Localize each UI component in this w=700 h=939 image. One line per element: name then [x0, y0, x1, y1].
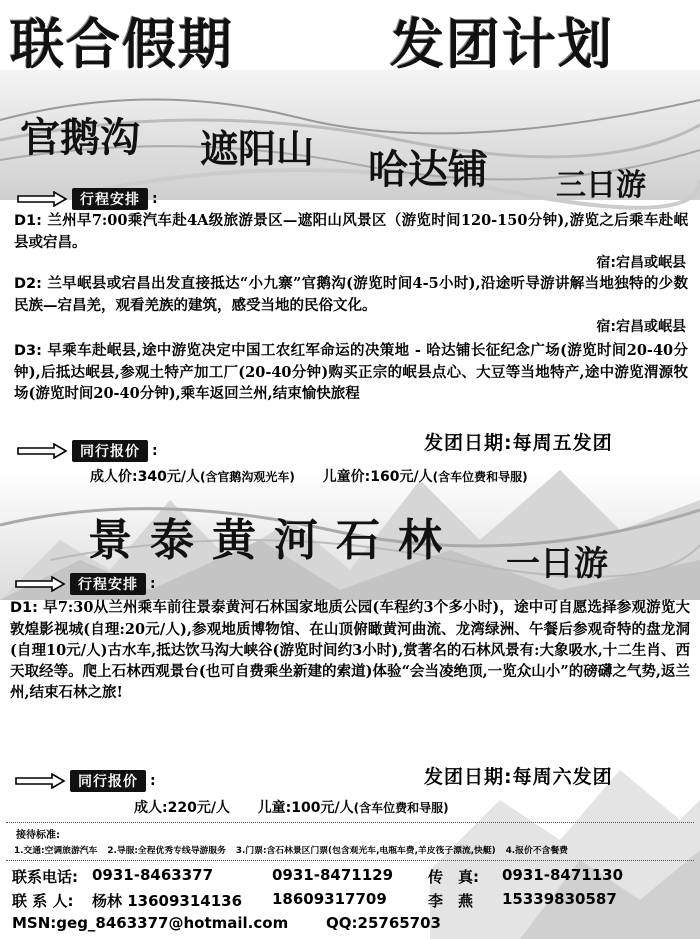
note-item: 1.交通:空调旅游汽车 — [14, 846, 98, 856]
contact-person-phone-2: 18609317709 — [272, 890, 387, 908]
schedule-label-text: 行程安排 — [70, 573, 146, 595]
day-text: 早乘车赴岷县,途中游览决定中国工农红军命运的决策地 - 哈达铺长征纪念广场(游览时间20-40分钟),后抵达岷县,参观土特产加工厂(20-40分钟)购买正宗的岷县点心、大豆等当地特产,途中游览渭源牧场(游览时间20-40分钟),乘车返回兰州,结束愉快旅程 — [14, 342, 688, 402]
route2-day1 — [10, 597, 690, 703]
route2-depart-date: 发团日期:每周六发团 — [424, 766, 613, 788]
contact-phone-label: 联系电话: — [12, 868, 78, 886]
contact-qq: QQ:25765703 — [326, 914, 441, 932]
arrow-icon — [14, 576, 66, 592]
adult-price-note: (含官鹅沟观光车) — [199, 470, 295, 484]
day-label: D3: — [14, 343, 42, 359]
notes-title: 接待标准: — [16, 830, 60, 841]
contact-msn: MSN:geg_8463377@hotmail.com — [12, 914, 289, 932]
day-text: 兰州早7:00乘汽车赴4A级旅游景区—遮阳山风景区（游览时间120-150分钟),游览之后乘车赴岷县或宕昌。 — [14, 212, 688, 251]
contact-fax: 0931-8471130 — [502, 866, 624, 884]
day-label: D1: — [14, 213, 42, 229]
price-label-text: 同行报价 — [72, 440, 148, 462]
route2-title: 景泰黄河石林 — [88, 515, 460, 566]
note-item: 4.报价不含餐费 — [505, 846, 568, 856]
route1-prices — [90, 466, 528, 486]
route2-schedule-label: 行程安排 : — [14, 573, 156, 595]
header-title-left: 联合假期 — [10, 12, 234, 76]
divider — [6, 822, 694, 823]
note-item: 2.导服:全程优秀专线导游服务 — [107, 846, 226, 856]
schedule-label-text: 行程安排 — [72, 188, 148, 210]
child-price: 儿童价:160元/人 — [322, 469, 433, 485]
child-price-note: (含车位费和导服) — [432, 470, 528, 484]
contact-person: 杨林 13609314136 — [92, 892, 243, 910]
route2-title-sub: 一日游 — [506, 544, 608, 584]
route1-day2 — [14, 273, 688, 316]
adult-price: 成人价:340元/人 — [90, 469, 200, 485]
route1-depart-date: 发团日期:每周五发团 — [424, 432, 613, 454]
route1-title-part-4: 三日游 — [556, 168, 646, 203]
route1-day1 — [14, 210, 688, 253]
day-text: 早7:30从兰州乘车前往景泰黄河石林国家地质公园(车程约3个多小时)，途中可自愿选择参观游览大敦煌影视城(自理:20元/人),参观地质博物馆、在山顶俯瞰黄河曲流、龙湾绿洲、午餐后参观奇特的盘龙洞(自理10元/人)古水车,抵达饮马沟大峡谷(游览时间约3小时),赏著名的石林风景有:大象吸水,十二生肖、西天取经等。爬上石林西观景台(也可自费乘坐新建的索道)体验“会当凌绝顶,一览众山小”的磅礴之气势,返兰州,结束石林之旅! — [10, 599, 690, 701]
route1-price-label: 同行报价 : — [16, 440, 158, 462]
route1-day3 — [14, 340, 688, 404]
route2-prices — [134, 797, 449, 817]
day-label: D1: — [10, 600, 38, 616]
route1-day1-stay: 宿:宕昌或岷县 — [596, 255, 686, 271]
route1-day2-stay: 宿:宕昌或岷县 — [596, 319, 686, 335]
contact-person-label: 联 系 人: — [12, 892, 74, 910]
header-title-right: 发团计划 — [390, 12, 614, 76]
contact-phone-1: 0931-8463377 — [92, 866, 214, 884]
child-price: 儿童:100元/人 — [257, 800, 354, 816]
day-label: D2: — [14, 276, 42, 292]
child-price-note: (含车位费和导服) — [353, 801, 449, 815]
route1-title-part-3: 哈达铺 — [368, 146, 488, 193]
contact-person2-phone: 15339830587 — [502, 890, 617, 908]
route1-title-part-1: 官鹅沟 — [20, 114, 140, 161]
route1-title-part-2: 遮阳山 — [200, 126, 315, 171]
arrow-icon — [16, 443, 68, 459]
price-label-text: 同行报价 — [70, 770, 146, 792]
divider — [6, 860, 694, 861]
route2-price-label: 同行报价 : — [14, 770, 156, 792]
adult-price: 成人:220元/人 — [134, 800, 230, 816]
day-text: 兰早岷县或宕昌出发直接抵达“小九寨”官鹅沟(游览时间4-5小时),沿途听导游讲解当地独特的少数民族—宕昌羌，观看羌族的建筑，感受当地的民俗文化。 — [14, 275, 688, 314]
contact-phone-2: 0931-8471129 — [272, 866, 394, 884]
note-item: 3.门票:含石林景区门票(包含观光车,电瓶车费,羊皮筏子漂流,快艇) — [235, 846, 496, 856]
arrow-icon — [16, 191, 68, 207]
contact-fax-label: 传 真: — [428, 868, 479, 886]
contact-person2-name: 李 燕 — [428, 892, 474, 910]
notes-list — [14, 843, 568, 856]
route1-schedule-label: 行程安排 : — [16, 188, 158, 210]
arrow-icon — [14, 773, 66, 789]
